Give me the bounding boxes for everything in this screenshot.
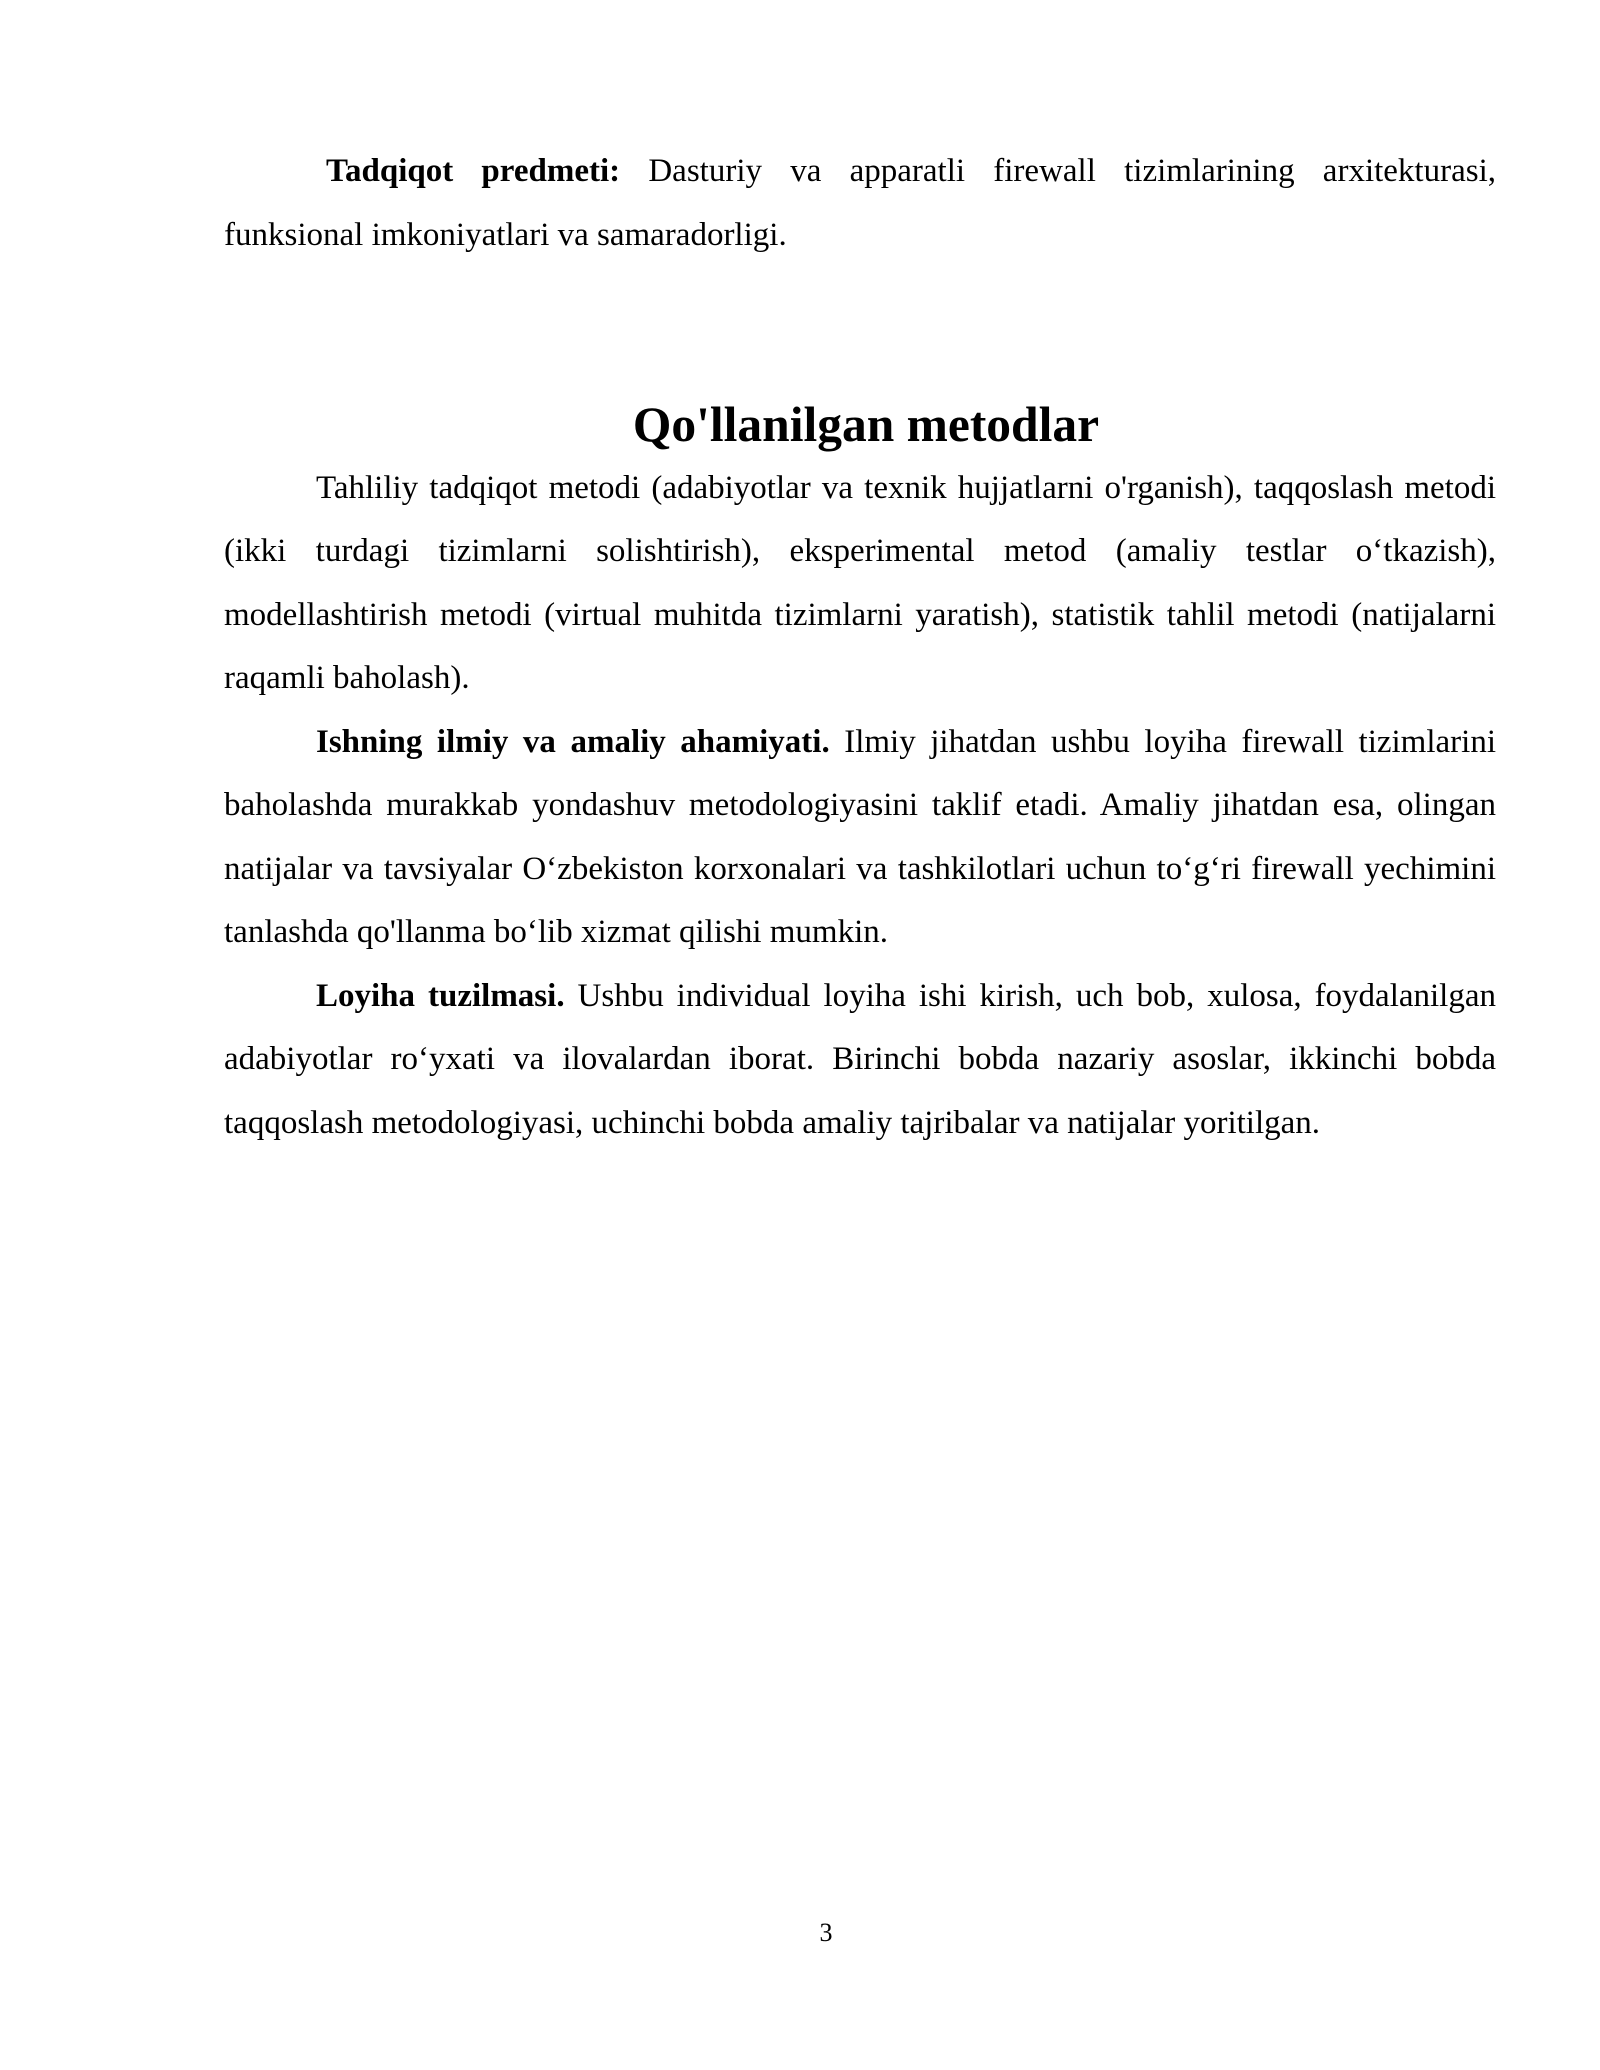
section-heading: Qo'llanilgan metodlar — [632, 397, 1100, 452]
paragraph-text: Dasturiy va apparatli firewall tizimlarining arxitekturasi, funksional imkoniyatlari va samaradorligi. — [224, 153, 1496, 253]
paragraph-research-subject — [224, 140, 1496, 267]
section-spacer — [224, 267, 1496, 393]
paragraph-lead: Tadqiqot predmeti: — [326, 153, 621, 189]
page-number: 3 — [819, 1918, 833, 1947]
paragraph-lead: Ishning ilmiy va amaliy ahamiyati. — [316, 723, 830, 760]
document-body — [224, 140, 1496, 1155]
paragraph-lead: Loyiha tuzilmasi. — [316, 977, 565, 1014]
paragraph-methods — [224, 457, 1496, 711]
paragraph-significance — [224, 711, 1496, 965]
paragraph-text: Ilmiy jihatdan ushbu loyiha firewall tizimlarini baholashda murakkab yondashuv metodologiyasini taklif etadi. Amaliy jihatdan esa, olingan natijalar va tavsiyalar O‘zbekiston korxonalari va tashkilotlari uchun to‘g‘ri firewall yechimini tanlashda qo'llanma bo‘lib xizmat qilishi mumkin. — [224, 723, 1496, 950]
paragraph-text: Ushbu individual loyiha ishi kirish, uch bob, xulosa, foydalanilgan adabiyotlar ro‘yxati va ilovalardan iborat. Birinchi bobda nazariy asoslar, ikkinchi bobda taqqoslash metodologiyasi, uchinchi bobda amaliy tajribalar va natijalar yoritilgan. — [224, 977, 1497, 1141]
paragraph-structure — [224, 965, 1496, 1156]
paragraph-text: Tahliliy tadqiqot metodi (adabiyotlar va texnik hujjatlarni o'rganish), taqqoslash metodi (ikki turdagi tizimlarni solishtirish), eksperimental metod (amaliy testlar o‘tkazish), modellashtirish metodi (virtual muhitda tizimlarni yaratish), statistik tahlil metodi (natijalarni raqamli baholash). — [224, 469, 1496, 696]
